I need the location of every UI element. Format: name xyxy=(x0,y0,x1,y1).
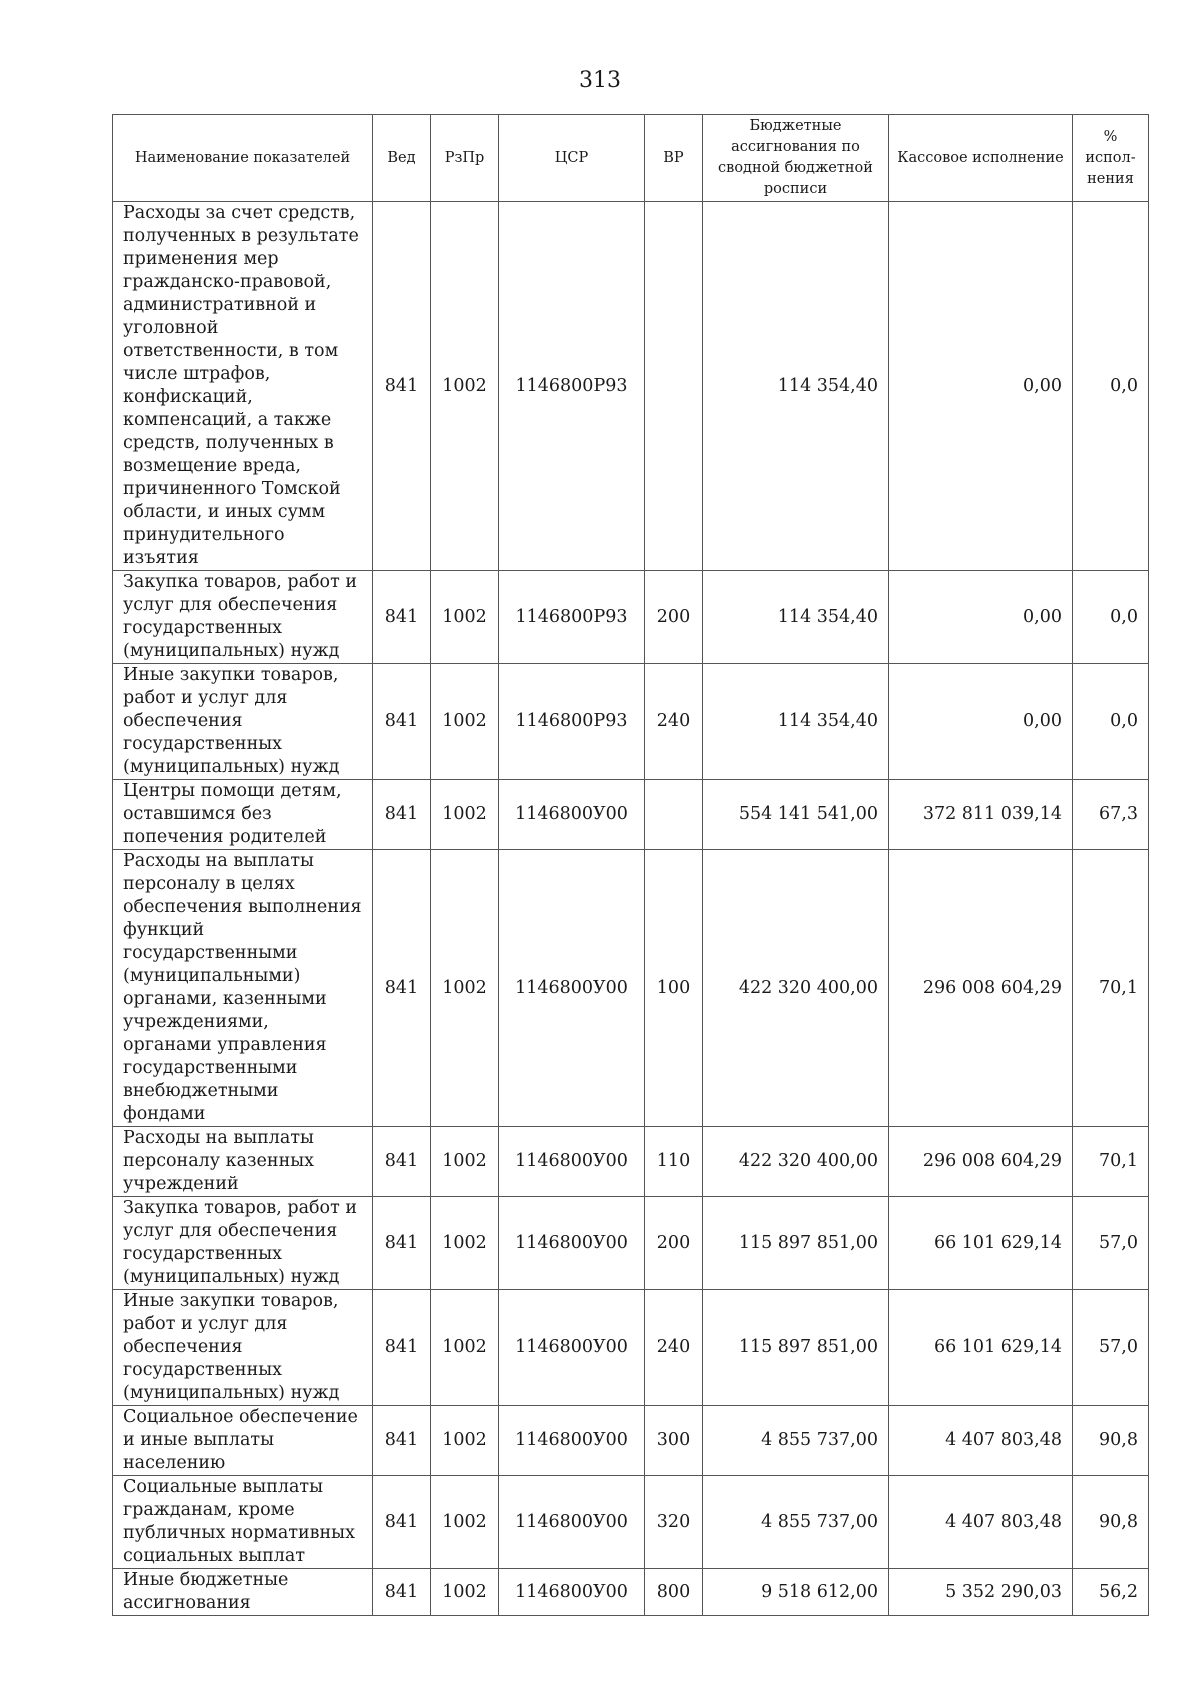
budget-table xyxy=(112,114,1149,1616)
header-rzpr: РзПр xyxy=(431,115,499,202)
row-assignments: 422 320 400,00 xyxy=(703,850,889,1127)
row-name: Иные закупки товаров, работ и услуг для обеспечения государственных (муниципальных) нужд xyxy=(113,1290,373,1406)
header-assignments: Бюджетные ассигнования по сводной бюджетной росписи xyxy=(703,115,889,202)
header-ved: Вед xyxy=(373,115,431,202)
row-percent: 70,1 xyxy=(1073,850,1149,1127)
table-row xyxy=(113,1290,1149,1406)
row-percent: 90,8 xyxy=(1073,1476,1149,1569)
row-ved: 841 xyxy=(373,780,431,850)
row-name: Иные закупки товаров, работ и услуг для обеспечения государственных (муниципальных) нужд xyxy=(113,664,373,780)
row-assignments: 4 855 737,00 xyxy=(703,1406,889,1476)
row-percent: 57,0 xyxy=(1073,1197,1149,1290)
row-assignments: 115 897 851,00 xyxy=(703,1290,889,1406)
row-vr xyxy=(645,780,703,850)
row-execution: 4 407 803,48 xyxy=(889,1406,1073,1476)
row-vr: 200 xyxy=(645,571,703,664)
table-header-row xyxy=(113,115,1149,202)
row-assignments: 9 518 612,00 xyxy=(703,1569,889,1616)
table-row xyxy=(113,202,1149,571)
row-ved: 841 xyxy=(373,1127,431,1197)
row-csr: 1146800У00 xyxy=(499,1476,645,1569)
row-rzpr: 1002 xyxy=(431,780,499,850)
table-row xyxy=(113,1197,1149,1290)
row-csr: 1146800У00 xyxy=(499,1127,645,1197)
row-percent: 0,0 xyxy=(1073,664,1149,780)
row-assignments: 114 354,40 xyxy=(703,202,889,571)
row-vr: 240 xyxy=(645,1290,703,1406)
row-execution: 0,00 xyxy=(889,664,1073,780)
row-name: Социальное обеспечение и иные выплаты населению xyxy=(113,1406,373,1476)
row-name: Иные бюджетные ассигнования xyxy=(113,1569,373,1616)
table-row xyxy=(113,1406,1149,1476)
row-csr: 1146800У00 xyxy=(499,780,645,850)
row-assignments: 114 354,40 xyxy=(703,571,889,664)
row-percent: 0,0 xyxy=(1073,202,1149,571)
row-assignments: 554 141 541,00 xyxy=(703,780,889,850)
header-name: Наименование показателей xyxy=(113,115,373,202)
header-percent: % испол-нения xyxy=(1073,115,1149,202)
row-rzpr: 1002 xyxy=(431,850,499,1127)
row-percent: 70,1 xyxy=(1073,1127,1149,1197)
row-vr xyxy=(645,202,703,571)
row-csr: 1146800Р93 xyxy=(499,664,645,780)
row-rzpr: 1002 xyxy=(431,664,499,780)
row-execution: 296 008 604,29 xyxy=(889,850,1073,1127)
row-vr: 200 xyxy=(645,1197,703,1290)
row-ved: 841 xyxy=(373,850,431,1127)
row-vr: 110 xyxy=(645,1127,703,1197)
row-vr: 240 xyxy=(645,664,703,780)
row-vr: 100 xyxy=(645,850,703,1127)
row-assignments: 4 855 737,00 xyxy=(703,1476,889,1569)
table-row xyxy=(113,780,1149,850)
row-name: Социальные выплаты гражданам, кроме публичных нормативных социальных выплат xyxy=(113,1476,373,1569)
row-ved: 841 xyxy=(373,664,431,780)
row-csr: 1146800У00 xyxy=(499,1569,645,1616)
row-execution: 66 101 629,14 xyxy=(889,1290,1073,1406)
row-ved: 841 xyxy=(373,1290,431,1406)
row-rzpr: 1002 xyxy=(431,1569,499,1616)
row-csr: 1146800У00 xyxy=(499,1406,645,1476)
row-name: Расходы на выплаты персоналу в целях обеспечения выполнения функций государственными (муниципальными) органами, казенными учреждениями, органами управления государственными внебюджетными фондами xyxy=(113,850,373,1127)
table-row xyxy=(113,571,1149,664)
row-execution: 296 008 604,29 xyxy=(889,1127,1073,1197)
row-assignments: 422 320 400,00 xyxy=(703,1127,889,1197)
table-row xyxy=(113,850,1149,1127)
row-ved: 841 xyxy=(373,1406,431,1476)
row-name: Расходы на выплаты персоналу казенных учреждений xyxy=(113,1127,373,1197)
row-rzpr: 1002 xyxy=(431,1197,499,1290)
table-row xyxy=(113,1127,1149,1197)
header-vr: ВР xyxy=(645,115,703,202)
row-name: Закупка товаров, работ и услуг для обеспечения государственных (муниципальных) нужд xyxy=(113,1197,373,1290)
row-execution: 4 407 803,48 xyxy=(889,1476,1073,1569)
row-name: Центры помощи детям, оставшимся без попечения родителей xyxy=(113,780,373,850)
table-row xyxy=(113,1569,1149,1616)
row-execution: 0,00 xyxy=(889,571,1073,664)
row-ved: 841 xyxy=(373,1476,431,1569)
row-rzpr: 1002 xyxy=(431,571,499,664)
row-execution: 5 352 290,03 xyxy=(889,1569,1073,1616)
row-rzpr: 1002 xyxy=(431,202,499,571)
row-percent: 67,3 xyxy=(1073,780,1149,850)
row-assignments: 114 354,40 xyxy=(703,664,889,780)
row-ved: 841 xyxy=(373,571,431,664)
row-ved: 841 xyxy=(373,1569,431,1616)
row-vr: 320 xyxy=(645,1476,703,1569)
row-csr: 1146800Р93 xyxy=(499,571,645,664)
row-execution: 0,00 xyxy=(889,202,1073,571)
row-ved: 841 xyxy=(373,202,431,571)
row-rzpr: 1002 xyxy=(431,1127,499,1197)
row-csr: 1146800У00 xyxy=(499,850,645,1127)
row-csr: 1146800У00 xyxy=(499,1197,645,1290)
row-csr: 1146800У00 xyxy=(499,1290,645,1406)
page-number: 313 xyxy=(579,68,621,93)
header-execution: Кассовое исполнение xyxy=(889,115,1073,202)
row-ved: 841 xyxy=(373,1197,431,1290)
row-percent: 56,2 xyxy=(1073,1569,1149,1616)
row-rzpr: 1002 xyxy=(431,1406,499,1476)
row-vr: 800 xyxy=(645,1569,703,1616)
row-vr: 300 xyxy=(645,1406,703,1476)
table-row xyxy=(113,664,1149,780)
row-assignments: 115 897 851,00 xyxy=(703,1197,889,1290)
row-rzpr: 1002 xyxy=(431,1290,499,1406)
row-rzpr: 1002 xyxy=(431,1476,499,1569)
row-execution: 372 811 039,14 xyxy=(889,780,1073,850)
row-csr: 1146800Р93 xyxy=(499,202,645,571)
table-row xyxy=(113,1476,1149,1569)
row-percent: 0,0 xyxy=(1073,571,1149,664)
row-name: Расходы за счет средств, полученных в результате применения мер гражданско-правовой, административной и уголовной ответственности, в том числе штрафов, конфискаций, компенсаций, а также средств, полученных в возмещение вреда, причиненного Томской области, и иных сумм принудительного изъятия xyxy=(113,202,373,571)
row-percent: 90,8 xyxy=(1073,1406,1149,1476)
row-name: Закупка товаров, работ и услуг для обеспечения государственных (муниципальных) нужд xyxy=(113,571,373,664)
row-percent: 57,0 xyxy=(1073,1290,1149,1406)
row-execution: 66 101 629,14 xyxy=(889,1197,1073,1290)
header-csr: ЦСР xyxy=(499,115,645,202)
